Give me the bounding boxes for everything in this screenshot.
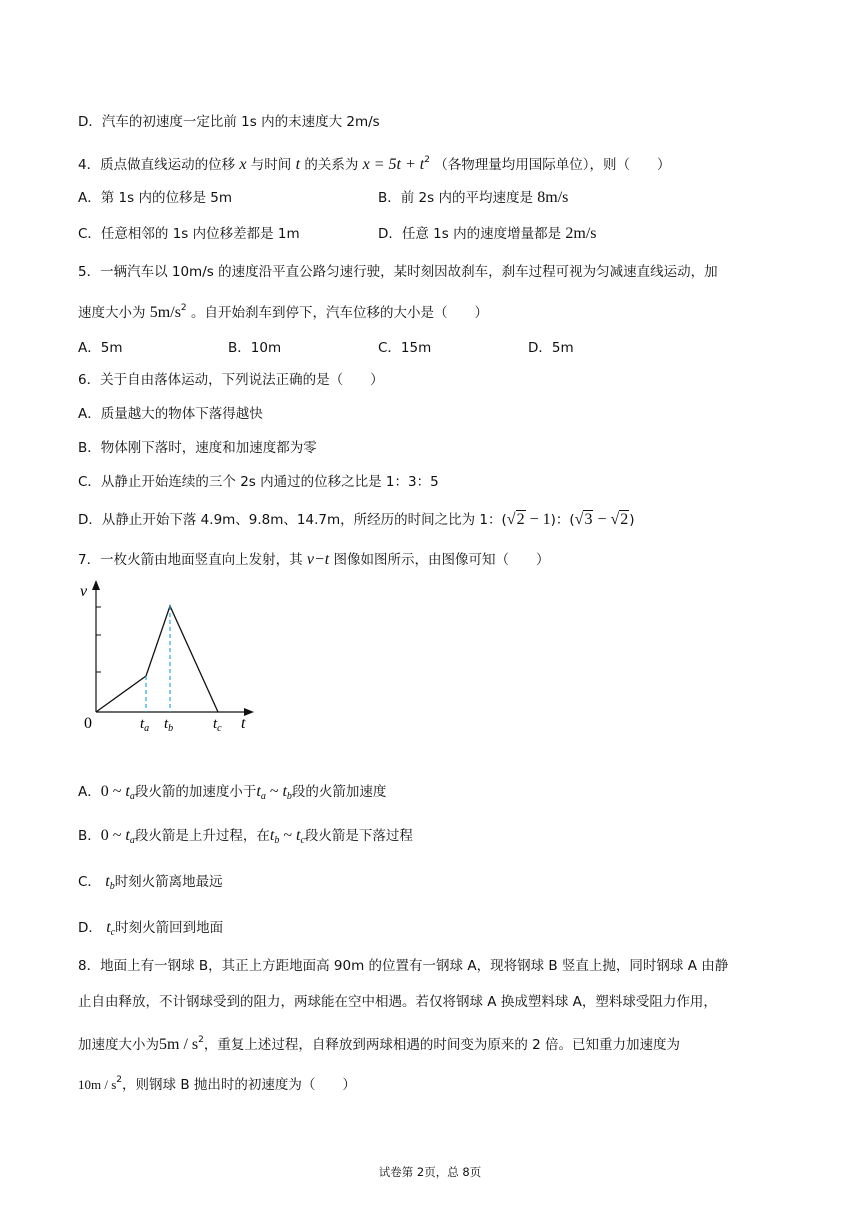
q4-var-t: t	[295, 156, 301, 173]
q6-option-d-root2: √3	[574, 511, 593, 528]
q4-formula: x = 5t + t	[362, 156, 425, 173]
graph-ta-label: $t_a$	[140, 716, 150, 734]
q5-option-c[interactable]: C．15m	[378, 340, 432, 356]
graph-x-arrow	[244, 708, 254, 716]
q4-stem-text-d: （各物理量均用国际单位），则（ ）	[434, 157, 671, 173]
q4-option-d-value: 2m/s	[565, 225, 597, 242]
q4-stem-text-a: 4．质点做直线运动的位移	[78, 157, 236, 173]
q4-formula-exponent: 2	[424, 155, 430, 165]
graph-v-label: v	[80, 583, 88, 600]
q7-option-c[interactable]: C． $t_b$时刻火箭离地最远	[78, 873, 223, 892]
q8-line2: 止自由释放，不计钢球受到的阻力，两球能在空中相遇。若仅将钢球 A 换成塑料球 A，塑料球受阻力作用，	[78, 994, 717, 1010]
q6-option-d-mid: )：(	[550, 512, 575, 528]
q4-var-x: x	[239, 156, 247, 173]
graph-vt-curve	[96, 606, 218, 712]
q5-stem-line2	[78, 298, 488, 323]
q7-stem-text-b: 图像如图所示，由图像可知（ ）	[333, 552, 550, 568]
q4-option-b-value: 8m/s	[537, 189, 569, 206]
q4-stem	[78, 150, 671, 175]
q7-vt-graph	[78, 576, 268, 740]
q6-option-d-end: )	[629, 512, 635, 528]
q5-stem-text-a: 速度大小为	[78, 305, 146, 321]
page-footer: 试卷第 2页，总 8页	[378, 1165, 482, 1179]
q6-option-b[interactable]: B．物体刚下落时，速度和加速度都为零	[78, 440, 317, 456]
q5-option-d[interactable]: D．5m	[528, 340, 574, 356]
q3-option-d[interactable]: D．汽车的初速度一定比前 1s 内的末速度大 2m/s	[78, 114, 380, 130]
q4-option-c[interactable]: C．任意相邻的 1s 内位移差都是 1m	[78, 226, 300, 242]
q4-stem-text-b: 与时间	[250, 157, 292, 173]
q5-accel-value: 5m/s	[149, 304, 181, 321]
q8-line4: $10m / s^2$，则钢球 B 抛出时的初速度为（ ）	[78, 1075, 356, 1093]
q6-option-d[interactable]	[78, 510, 635, 530]
q4-stem-text-c: 的关系为	[304, 157, 359, 173]
q4-option-b[interactable]	[378, 188, 568, 208]
q5-option-b[interactable]: B．10m	[228, 340, 282, 356]
q7-stem	[78, 550, 550, 570]
q8-g-value: 10m / s	[78, 1077, 117, 1092]
graph-origin-label: 0	[84, 715, 92, 732]
q7-option-a[interactable]: A．0 ~ $t_a$段火箭的加速度小于$t_a$ ~ $t_b$段的火箭加速度	[78, 783, 387, 802]
q7-stem-text-a: 7．一枚火箭由地面竖直向上发射，其	[78, 552, 303, 568]
q8-line1: 8．地面上有一钢球 B，其正上方距地面高 90m 的位置有一钢球 A，现将钢球 B 竖直上抛，同时钢球 A 由静	[78, 958, 729, 974]
q8-accel-value: 5m / s	[159, 1036, 199, 1053]
q6-option-d-root3: √2	[610, 511, 629, 528]
graph-t-label: t	[241, 715, 246, 732]
q6-stem: 6．关于自由落体运动，下列说法正确的是（ ）	[78, 372, 384, 388]
q6-option-a[interactable]: A．质量越大的物体下落得越快	[78, 406, 263, 422]
graph-y-arrow	[92, 580, 100, 590]
q7-option-b[interactable]: B．0 ~ $t_a$段火箭是上升过程，在$t_b$ ~ $t_c$段火箭是下落过程	[78, 827, 413, 846]
graph-tc-label: $t_c$	[213, 716, 222, 734]
q5-accel-exponent: 2	[180, 303, 187, 313]
graph-tb-label: $t_b$	[164, 716, 174, 734]
q4-option-a[interactable]: A．第 1s 内的位移是 5m	[78, 190, 232, 206]
q7-option-d[interactable]: D． $t_c$时刻火箭回到地面	[78, 919, 224, 938]
q8-line3: 加速度大小为$5m / s^2$，重复上述过程，自释放到两球相遇的时间变为原来的 2 倍。已知重力加速度为	[78, 1035, 681, 1053]
q6-option-d-text: D．从静止开始下落 4.9m、9.8m、14.7m，所经历的时间之比为 1：(	[78, 512, 507, 528]
q4-option-d[interactable]	[378, 224, 597, 244]
q5-stem-line1: 5．一辆汽车以 10m/s 的速度沿平直公路匀速行驶，某时刻因故刹车，刹车过程可视为匀减速直线运动，加	[78, 264, 718, 280]
q6-option-d-root1: √2	[506, 511, 525, 528]
q7-vt: v−t	[306, 551, 330, 568]
q6-option-c[interactable]: C．从静止开始连续的三个 2s 内通过的位移之比是 1：3：5	[78, 474, 439, 490]
q4-option-b-text: B．前 2s 内的平均速度是	[378, 190, 533, 206]
q6-option-d-minus2: −	[593, 511, 611, 528]
q5-stem-text-b: 。自开始刹车到停下，汽车位移的大小是（ ）	[190, 305, 488, 321]
q4-option-d-text: D．任意 1s 内的速度增量都是	[378, 226, 562, 242]
q6-option-d-minus1: − 1	[525, 511, 551, 528]
q5-option-a[interactable]: A．5m	[78, 340, 123, 356]
